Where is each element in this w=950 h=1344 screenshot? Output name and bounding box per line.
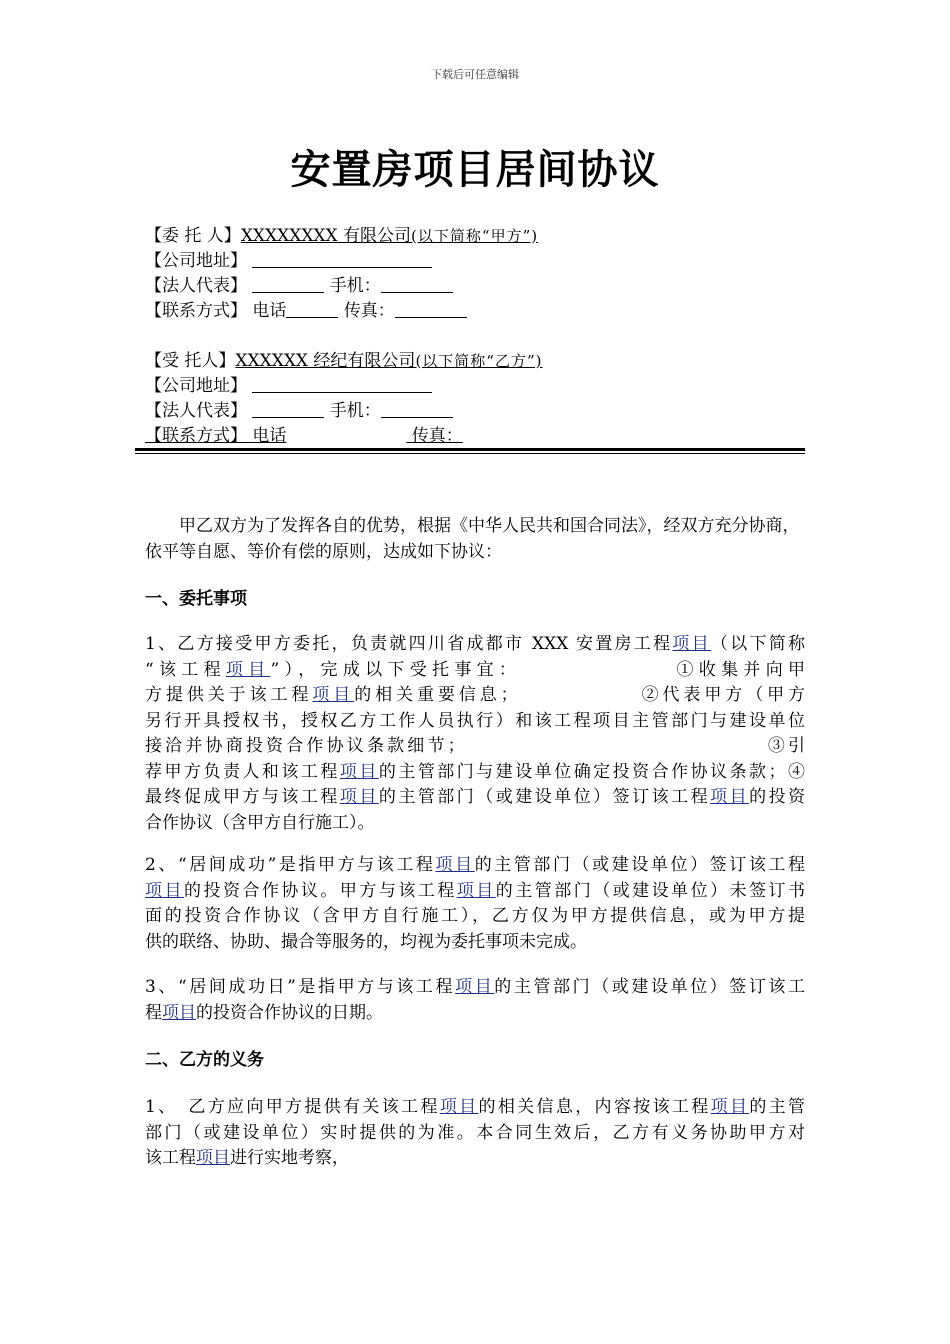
agent-label: 【受 托人】 bbox=[145, 351, 236, 371]
project-link[interactable]: 项目 bbox=[162, 1002, 196, 1023]
principal-address-label: 【公司地址】 bbox=[145, 251, 247, 271]
principal-name-row bbox=[145, 224, 538, 249]
header-note: 下载后可任意编辑 bbox=[431, 68, 519, 81]
principal-phone-label: 电话 bbox=[252, 301, 287, 321]
agent-block bbox=[145, 349, 542, 449]
project-link[interactable]: 项目 bbox=[710, 787, 750, 807]
agent-rep-blank[interactable] bbox=[252, 400, 324, 418]
principal-fax-label: 传真： bbox=[343, 301, 395, 321]
principal-contact-row bbox=[145, 299, 538, 324]
project-link[interactable]: 项目 bbox=[435, 855, 475, 875]
principal-phone-blank[interactable] bbox=[286, 300, 338, 318]
project-link[interactable]: 项目 bbox=[455, 977, 495, 997]
intro-paragraph bbox=[145, 514, 805, 565]
section1-heading: 一、委托事项 bbox=[145, 589, 247, 609]
header-divider-thick bbox=[135, 448, 805, 451]
agent-address-blank[interactable] bbox=[252, 375, 432, 393]
section2-heading: 二、乙方的义务 bbox=[145, 1050, 264, 1070]
agent-name: XXXXXX 经纪有限公司(以下简称“乙方”) bbox=[235, 351, 543, 371]
document-title: 安置房项目居间协议 bbox=[290, 147, 660, 193]
project-link[interactable]: 项目 bbox=[339, 787, 379, 807]
agent-rep-row bbox=[145, 399, 542, 424]
principal-address-blank[interactable] bbox=[252, 250, 432, 268]
agent-mobile-label: 手机： bbox=[329, 401, 381, 421]
agent-mobile-blank[interactable] bbox=[381, 400, 453, 418]
project-link[interactable]: 项目 bbox=[312, 685, 355, 705]
project-link[interactable]: 项目 bbox=[439, 1097, 479, 1117]
principal-block bbox=[145, 224, 538, 324]
project-link[interactable]: 项目 bbox=[339, 761, 379, 782]
clause-1-3: 3、“居间成功日”是指甲方与该工程项目的主管部门（或建设单位）签订该工 程项目的投资合作协议的日期。 bbox=[145, 977, 806, 1023]
agent-name-row bbox=[145, 349, 542, 374]
project-link[interactable]: 项目 bbox=[225, 659, 271, 680]
principal-fax-blank[interactable] bbox=[395, 300, 467, 318]
clause-1-1: 1、乙方接受甲方委托，负责就四川省成都市 XXX 安置房工程项目（以下简称 “该工程项目”），完成以下受托事宜： ①收集并向甲 方提供关于该工程项目的相关重要信息； ②代表甲方（甲方 另行开具授权书，授权乙方工作人员执行）和该工程项目主管部门与建设单位 接洽并协商投资合作协议条款细节； ③引 荐甲方负责人和该工程项目的主管部门与建设单位确定投资合作协议条款；④ 最终促成甲方与该工程项目的主管部门（或建设单位）签订该工程项目的投资 合作协议（含甲方自行施工）。 bbox=[145, 634, 806, 833]
clause-1-2: 2、“居间成功”是指甲方与该工程项目的主管部门（或建设单位）签订该工程 项目的投资合作协议。甲方与该工程项目的主管部门（或建设单位）未签订书 面的投资合作协议（含甲方自行施工），乙方仅为甲方提供信息，或为甲方提 供的联络、协助、撮合等服务的，均视为委托事项未完成。 bbox=[145, 855, 806, 952]
principal-name: XXXXXXXX 有限公司(以下简称“甲方”) bbox=[240, 226, 539, 246]
agent-address-label: 【公司地址】 bbox=[145, 376, 247, 396]
agent-contact-row bbox=[145, 424, 542, 449]
principal-rep-label: 【法人代表】 bbox=[145, 276, 247, 296]
project-link[interactable]: 项目 bbox=[145, 880, 184, 901]
header-divider-thin bbox=[135, 453, 805, 454]
principal-contact-label: 【联系方式】 bbox=[145, 301, 247, 321]
agent-contact-label: 【联系方式】 bbox=[145, 426, 247, 446]
principal-mobile-label: 手机： bbox=[329, 276, 381, 296]
agent-fax-label: 传真： bbox=[411, 426, 463, 446]
agent-phone-label: 电话 bbox=[252, 426, 287, 446]
principal-address-row bbox=[145, 249, 538, 274]
principal-label: 【委 托 人】 bbox=[145, 226, 241, 246]
principal-rep-row bbox=[145, 274, 538, 299]
project-link[interactable]: 项目 bbox=[456, 880, 496, 901]
project-link[interactable]: 项目 bbox=[710, 1097, 750, 1117]
intro-text: 甲乙双方为了发挥各自的优势，根据《中华人民共和国合同法》，经双方充分协商，依平等自愿、等价有偿的原则，达成如下协议： bbox=[145, 516, 800, 562]
clause-2-1: 1、 乙方应向甲方提供有关该工程项目的相关信息，内容按该工程项目的主管 部门（或建设单位）实时提供的为准。本合同生效后，乙方有义务协助甲方对 该工程项目进行实地考察， bbox=[145, 1097, 805, 1168]
principal-mobile-blank[interactable] bbox=[381, 275, 453, 293]
agent-rep-label: 【法人代表】 bbox=[145, 401, 247, 421]
principal-rep-blank[interactable] bbox=[252, 275, 324, 293]
agent-address-row bbox=[145, 374, 542, 399]
project-link[interactable]: 项目 bbox=[196, 1148, 230, 1168]
project-link[interactable]: 项目 bbox=[672, 634, 711, 654]
